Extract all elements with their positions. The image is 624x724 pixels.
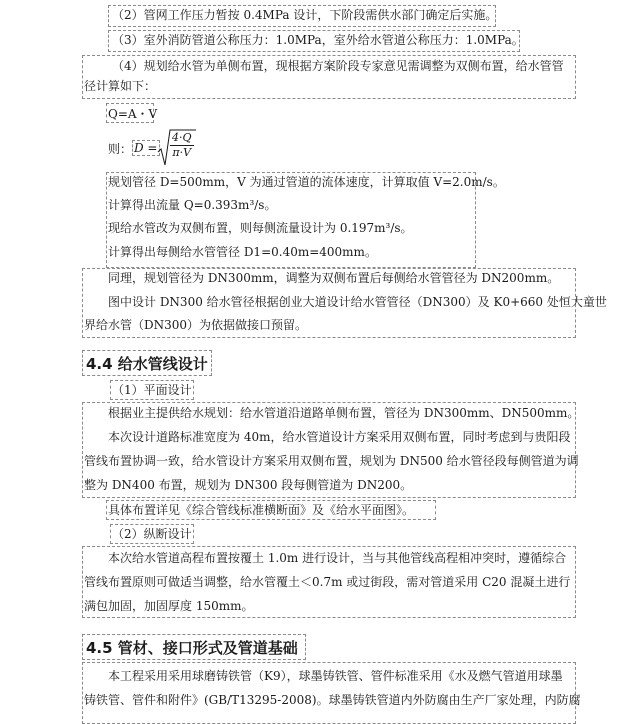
section-4-5-heading: 4.5 管材、接口形式及管道基础 bbox=[86, 639, 298, 657]
item-4-line2: 径计算如下： bbox=[84, 79, 157, 93]
plan-para-line-4: 整为 DN400 布置，规划为 DN300 段每侧管道为 DN200。 bbox=[84, 478, 413, 492]
same-line-3: 界给水管（DN300）为依据做接口预留。 bbox=[84, 318, 308, 332]
profile-para-line-3: 满包加固，加固厚度 150mm。 bbox=[84, 599, 254, 613]
same-line-1: 同理，规划管径为 DN300mm，调整为双侧布置后每侧给水管管径为 DN200mm。 bbox=[108, 271, 560, 285]
formula-d-fraction bbox=[170, 131, 194, 160]
sub-heading-profile: （2）纵断设计 bbox=[112, 527, 192, 541]
layout-reference: 具体布置详见《综合管线标准横断面》及《给水平面图》。 bbox=[108, 503, 415, 517]
section-4-4-heading: 4.4 给水管线设计 bbox=[86, 355, 208, 373]
formula-d bbox=[108, 128, 198, 168]
calc-line-1: 规划管径 D=500mm，V 为通过管道的流体速度，计算取值 V=2.0m/s。 bbox=[108, 175, 505, 189]
calc-line-3: 现给水管改为双侧布置，则每侧流量设计为 0.197m³/s。 bbox=[108, 221, 413, 235]
calc-line-4: 计算得出每侧给水管管径 D1=0.40m=400mm。 bbox=[108, 245, 377, 259]
item-3: （3）室外消防管道公称压力：1.0MPa，室外给水管道公称压力：1.0MPa。 bbox=[112, 33, 524, 47]
formula-q: Q=A・V bbox=[108, 107, 158, 121]
formula-d-lhs: D = bbox=[134, 141, 158, 155]
formula-d-denominator: π·V bbox=[172, 146, 192, 159]
plan-para-line-2: 本次设计道路标准宽度为 40m，给水管道设计方案采用双侧布置，同时考虑到与贵阳段 bbox=[108, 430, 571, 444]
material-para-line-1: 本工程采用采用球磨铸铁管（K9），球墨铸铁管、管件标准采用《水及燃气管道用球墨 bbox=[108, 669, 563, 683]
plan-para-line-1: 根据业主提供给水规划：给水管道沿道路单侧布置，管径为 DN300mm、DN500mm。 bbox=[108, 406, 580, 420]
formula-d-numerator: 4·Q bbox=[172, 131, 192, 144]
material-para-line-2: 铸铁管、管件和附件》(GB/T13295-2008)。球墨铸铁管道内外防腐由生产厂家处理，内防腐 bbox=[84, 693, 581, 707]
formula-d-prefix: 则： bbox=[108, 142, 133, 156]
profile-para-line-2: 管线布置原则可做适当调整，给水管覆土＜0.7m 或过街段，需对管道采用 C20 混凝土进行 bbox=[84, 575, 571, 589]
plan-para-line-3: 管线布置协调一致，给水管设计方案采用双侧布置，规划为 DN500 给水管径段每侧管道为调 bbox=[84, 454, 579, 468]
profile-para-line-1: 本次给水管道高程布置按覆土 1.0m 进行设计，当与其他管线高程相冲突时，遵循综合 bbox=[108, 551, 567, 565]
item-4-line1: （4）规划给水管为单侧布置，现根据方案阶段专家意见需调整为双侧布置，给水管管 bbox=[112, 59, 564, 73]
item-2: （2）管网工作压力暂按 0.4MPa 设计，下阶段需供水部门确定后实施。 bbox=[112, 8, 498, 22]
same-line-2: 图中设计 DN300 给水管径根据创业大道设计给水管管径（DN300）及 K0+660 处恒大童世 bbox=[108, 295, 607, 309]
sub-heading-plan: （1）平面设计 bbox=[112, 383, 192, 397]
calc-line-2: 计算得出流量 Q=0.393m³/s。 bbox=[108, 198, 277, 212]
